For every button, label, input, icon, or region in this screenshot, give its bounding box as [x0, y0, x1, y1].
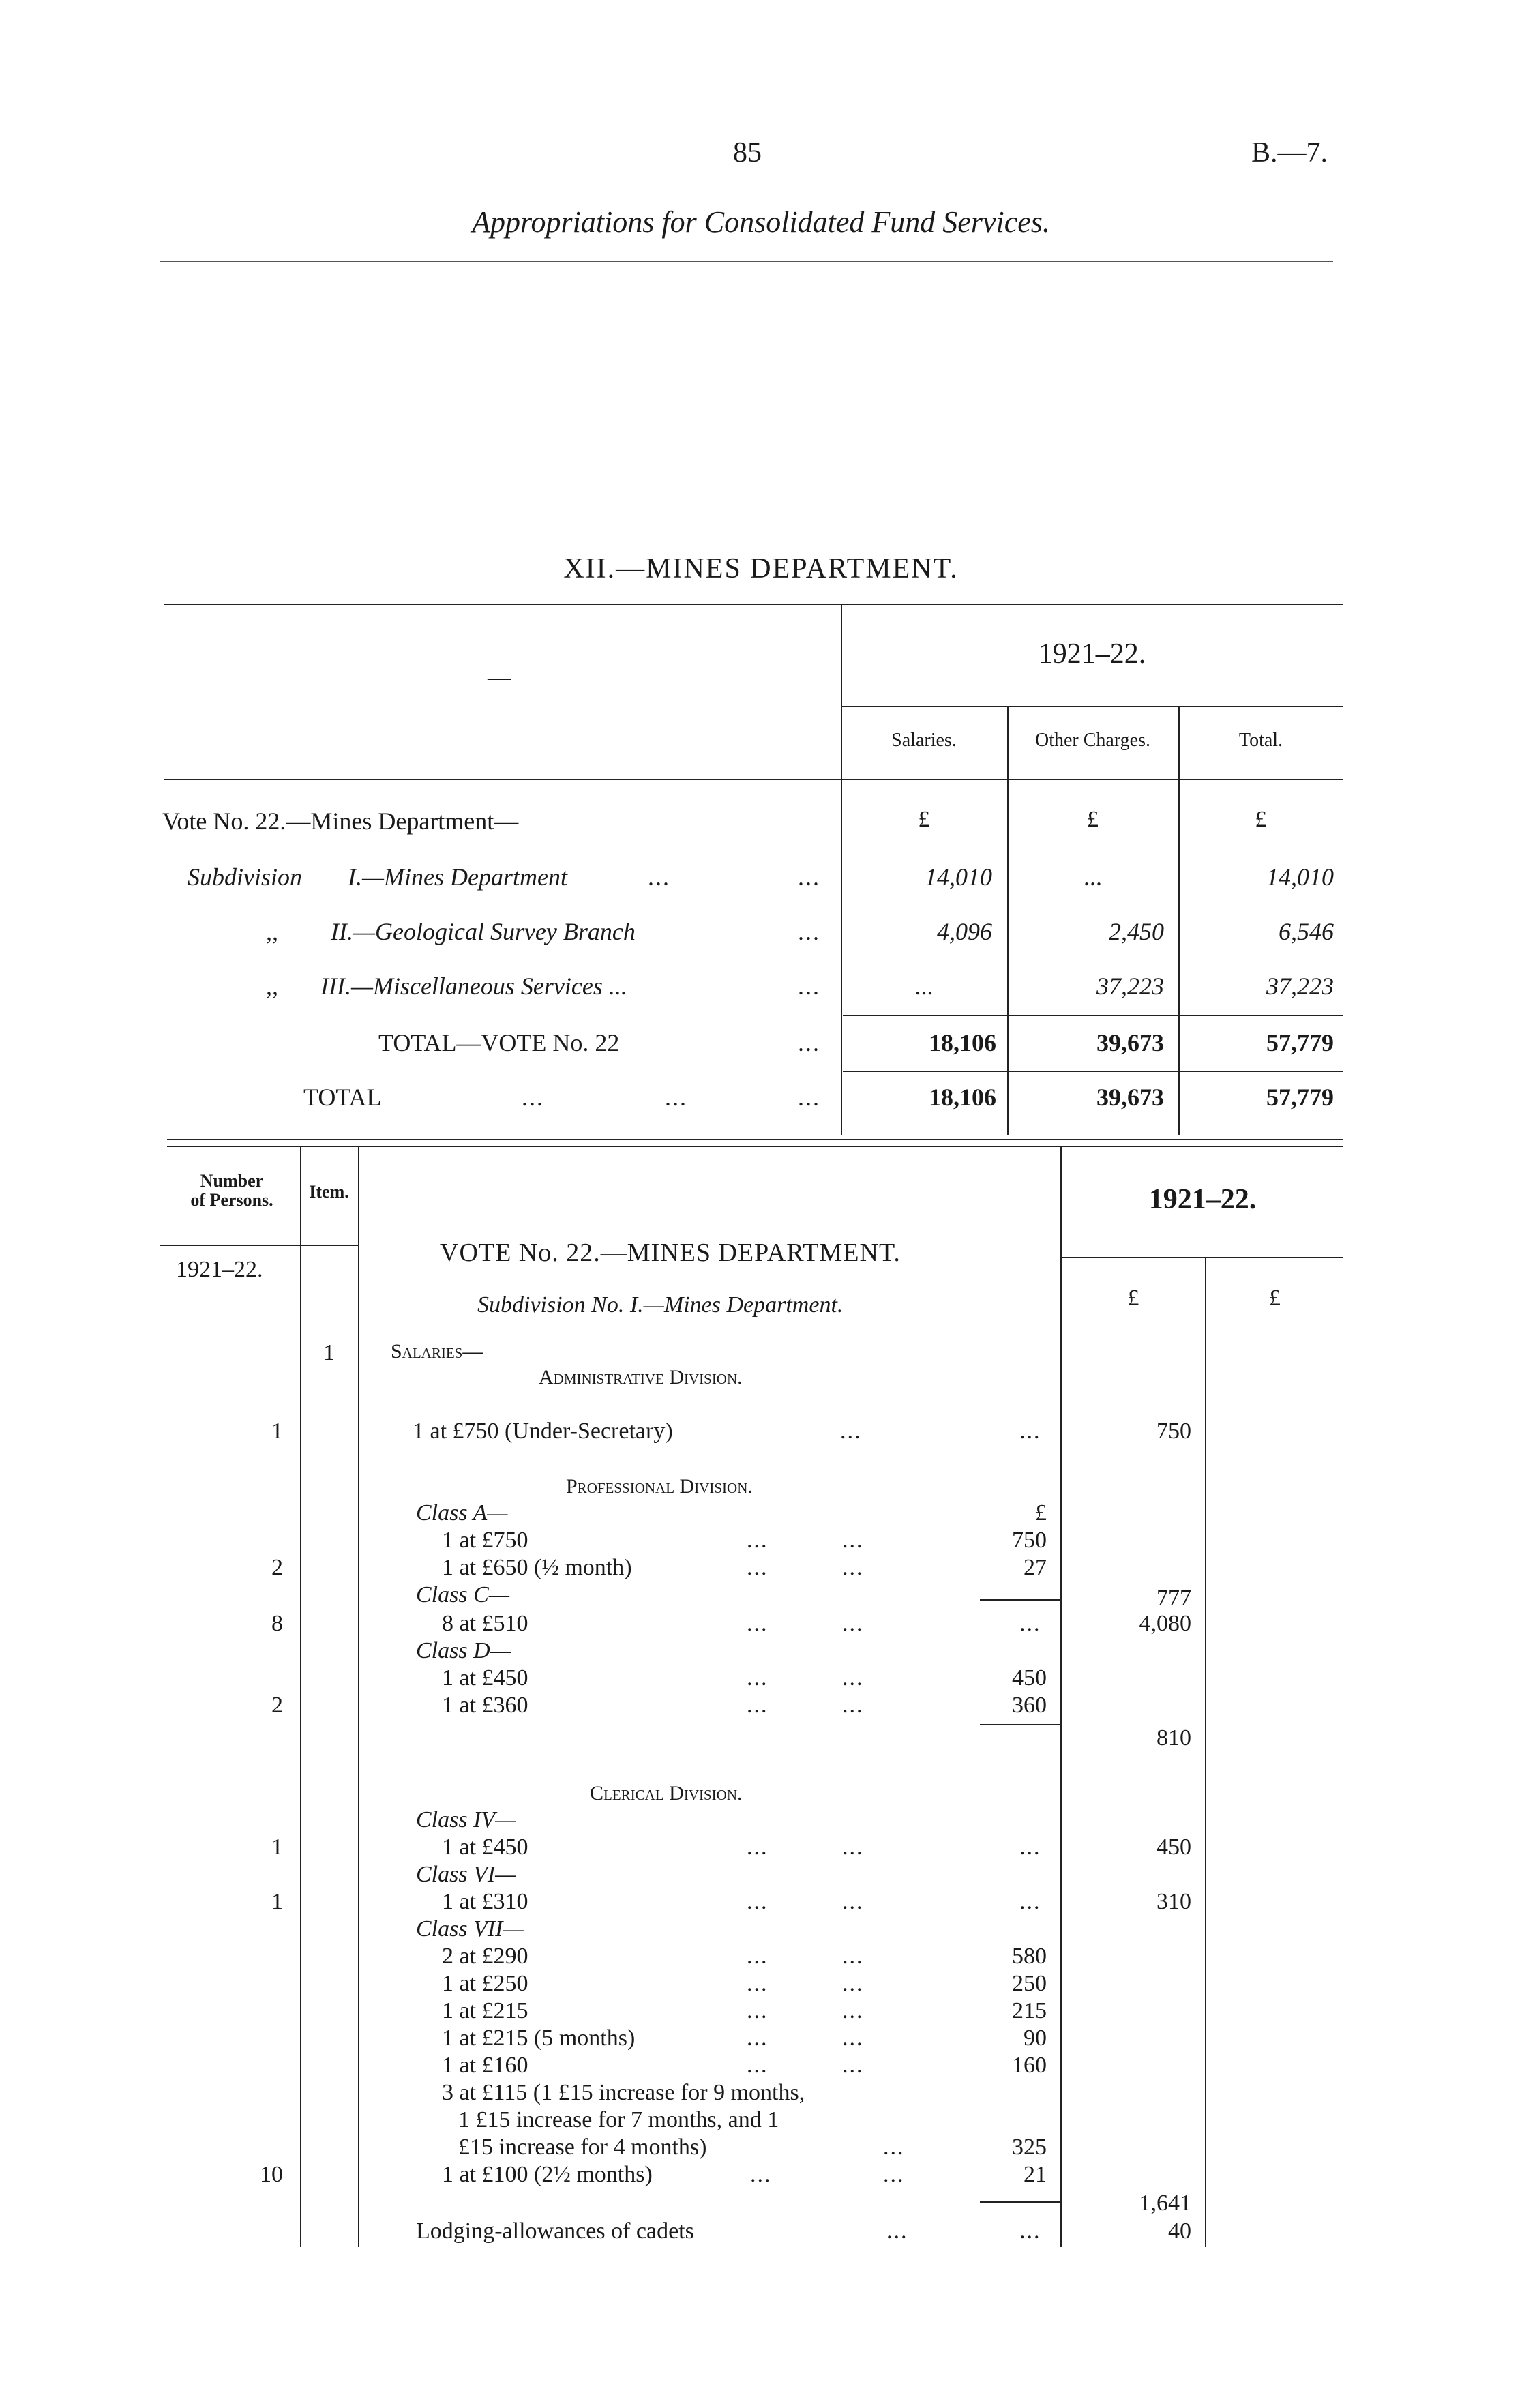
detail-top-rule-1 — [167, 1139, 1343, 1140]
detail-top-rule-2 — [167, 1146, 1343, 1147]
summary-row-total: 14,010 — [1266, 863, 1334, 891]
total-vote-total: 57,779 — [1266, 1029, 1334, 1056]
leader-dots: ... — [840, 1418, 862, 1444]
lodging-amount: 40 — [1168, 2218, 1191, 2244]
currency-amount: £ — [1127, 1285, 1139, 1311]
vii-line-3: 1 at £215 — [442, 1998, 528, 2023]
vii-line-5-amount: 160 — [1012, 2053, 1047, 2078]
total-vote-label: TOTAL—VOTE No. 22 — [378, 1029, 620, 1056]
leader-dots: ... — [842, 1555, 864, 1580]
leader-dots: ... — [842, 1998, 864, 2023]
summary-row-prefix: ,, — [266, 918, 278, 945]
vii-line-6-amount: 325 — [1012, 2135, 1047, 2160]
admin-amount: 750 — [1157, 1418, 1191, 1444]
leader-dots: ... — [665, 1084, 687, 1111]
leader-dots: ... — [747, 1528, 769, 1553]
total-label: TOTAL — [303, 1084, 382, 1111]
item-number: 1 — [323, 1340, 335, 1365]
leader-dots: ... — [648, 863, 670, 891]
vii-line-4: 1 at £215 (5 months) — [442, 2025, 636, 2051]
a-total: 777 — [1157, 1586, 1191, 1611]
clerical-division: Clerical Division. — [590, 1782, 743, 1804]
leader-dots: ... — [1019, 1834, 1041, 1860]
leader-dots: ... — [798, 972, 820, 1000]
summary-year-rule — [841, 706, 1343, 707]
leader-dots: ... — [842, 2053, 864, 2078]
leader-dots: ... — [842, 2025, 864, 2051]
c-line-1: 8 at £510 — [442, 1611, 528, 1636]
leader-dots: ... — [747, 1944, 769, 1969]
iv-line-1: 1 at £450 — [442, 1834, 528, 1860]
lodging-line: Lodging-allowances of cadets — [416, 2218, 694, 2244]
iv-total: 450 — [1157, 1834, 1191, 1860]
summary-row-label: III.—Miscellaneous Services ... — [320, 972, 627, 1000]
c-total: 4,080 — [1139, 1611, 1191, 1636]
leader-dots: ... — [798, 1084, 820, 1111]
leader-dots: ... — [842, 1971, 864, 1996]
leader-dots: ... — [747, 1665, 769, 1691]
d-line-1: 1 at £450 — [442, 1665, 528, 1691]
a-line-2: 1 at £650 (½ month) — [442, 1555, 632, 1580]
total-vote-salaries: 18,106 — [929, 1029, 996, 1056]
currency-salaries: £ — [918, 807, 930, 832]
vii-persons: 10 — [260, 2162, 283, 2187]
leader-dots: ... — [798, 1029, 820, 1056]
summary-row-prefix: ,, — [266, 972, 278, 1000]
class-vi: Class VI— — [416, 1862, 516, 1887]
a-line-2-amount: 27 — [1024, 1555, 1047, 1580]
class-vii: Class VII— — [416, 1916, 524, 1942]
vote-label: Vote No. 22.—Mines Department— — [162, 807, 519, 835]
d-line-1-amount: 450 — [1012, 1665, 1047, 1691]
vii-line-5: 1 at £160 — [442, 2053, 528, 2078]
total-salaries: 18,106 — [929, 1084, 996, 1111]
detail-col-divider-item — [358, 1146, 359, 2247]
summary-row-prefix: Subdivision — [188, 863, 302, 891]
d-total: 810 — [1157, 1725, 1191, 1751]
summary-row-other: 37,223 — [1096, 972, 1164, 1000]
summary-row-total: 37,223 — [1266, 972, 1334, 1000]
leader-dots: ... — [798, 863, 820, 891]
col-persons-line1: Number — [200, 1171, 264, 1191]
iv-persons: 1 — [271, 1834, 283, 1860]
a-line-1: 1 at £750 — [442, 1528, 528, 1553]
summary-row-salaries: 14,010 — [925, 863, 992, 891]
leader-dots: ... — [842, 1611, 864, 1636]
summary-subtotal-rule — [843, 1015, 1343, 1016]
col-salaries: Salaries. — [891, 730, 957, 751]
class-c: Class C— — [416, 1582, 509, 1607]
leader-dots: ... — [522, 1084, 544, 1111]
vii-line-7: 1 at £100 (2½ months) — [442, 2162, 653, 2187]
leader-dots: ... — [842, 1834, 864, 1860]
leader-dots: ... — [842, 1665, 864, 1691]
detail-col-divider-persons — [300, 1146, 301, 2247]
c-persons: 8 — [271, 1611, 283, 1636]
class-a: Class A— — [416, 1500, 508, 1526]
vii-line-2: 1 at £250 — [442, 1971, 528, 1996]
leader-dots: ... — [1019, 2218, 1041, 2244]
leader-dots: ... — [747, 1834, 769, 1860]
col-persons-line2: of Persons. — [190, 1190, 273, 1210]
leader-dots: ... — [842, 1889, 864, 1914]
leader-dots: ... — [1019, 1889, 1041, 1914]
vi-persons: 1 — [271, 1889, 283, 1914]
header-rule — [160, 261, 1333, 262]
section-title — [0, 552, 1522, 585]
vii-total: 1,641 — [1139, 2190, 1191, 2216]
col-total: Total. — [1238, 730, 1283, 751]
currency-total: £ — [1255, 807, 1267, 832]
vii-line-7-amount: 21 — [1024, 2162, 1047, 2187]
leader-dots: ... — [747, 1555, 769, 1580]
leader-dots: ... — [1019, 1611, 1041, 1636]
summary-dash: — — [488, 665, 511, 690]
d-line-2-amount: 360 — [1012, 1693, 1047, 1718]
detail-year-right: 1921–22. — [1148, 1184, 1257, 1215]
leader-dots: ... — [1019, 1418, 1041, 1444]
a-line-1-amount: 750 — [1012, 1528, 1047, 1553]
vii-line-1: 2 at £290 — [442, 1944, 528, 1969]
d-line-2: 1 at £360 — [442, 1693, 528, 1718]
class-iv: Class IV— — [416, 1807, 516, 1832]
leader-dots: ... — [747, 1611, 769, 1636]
currency-other: £ — [1087, 807, 1099, 832]
summary-total-rule — [843, 1071, 1343, 1072]
summary-row-salaries: ... — [914, 972, 934, 1000]
leader-dots: ... — [842, 1693, 864, 1718]
leader-dots: ... — [842, 1528, 864, 1553]
currency-total: £ — [1269, 1285, 1281, 1311]
vi-total: 310 — [1157, 1889, 1191, 1914]
admin-division: Administrative Division. — [539, 1366, 743, 1388]
page-number: 85 — [733, 137, 762, 168]
summary-top-rule — [164, 604, 1343, 605]
detail-col-divider-total — [1205, 1258, 1206, 2247]
leader-dots: ... — [750, 2162, 772, 2187]
detail-year-left: 1921–22. — [176, 1257, 263, 1282]
leader-dots: ... — [747, 1889, 769, 1914]
section-title-text: XII.—MINES DEPARTMENT. — [563, 553, 959, 584]
col-persons-heading — [164, 1172, 300, 1210]
a-sum-rule — [980, 1599, 1060, 1601]
item-head-rule — [301, 1245, 358, 1246]
leader-dots: ... — [798, 918, 820, 945]
total-other: 39,673 — [1096, 1084, 1164, 1111]
col-item-heading: Item. — [309, 1182, 349, 1202]
d-persons: 2 — [271, 1693, 283, 1718]
leader-dots: ... — [747, 2053, 769, 2078]
admin-line: 1 at £750 (Under-Secretary) — [413, 1418, 673, 1444]
vii-line-6a: 3 at £115 (1 £15 increase for 9 months, — [442, 2080, 805, 2105]
summary-year-heading — [841, 638, 1343, 670]
summary-row-other: ... — [1084, 863, 1102, 891]
total-total: 57,779 — [1266, 1084, 1334, 1111]
summary-year-text: 1921–22. — [1038, 638, 1146, 670]
summary-row-salaries: 4,096 — [937, 918, 992, 945]
salaries-label: Salaries— — [391, 1340, 483, 1363]
vote-title: VOTE No. 22.—MINES DEPARTMENT. — [440, 1238, 901, 1267]
summary-row-label: I.—Mines Department — [348, 863, 567, 891]
vii-line-2-amount: 250 — [1012, 1971, 1047, 1996]
amount-head-rule — [1062, 1257, 1343, 1258]
leader-dots: ... — [883, 2162, 905, 2187]
summary-head-rule — [164, 779, 1343, 780]
class-d: Class D— — [416, 1638, 511, 1663]
leader-dots: ... — [883, 2135, 905, 2160]
vii-line-1-amount: 580 — [1012, 1944, 1047, 1969]
vii-line-6c: £15 increase for 4 months) — [458, 2135, 707, 2160]
vii-sum-rule — [980, 2201, 1060, 2203]
vii-line-6b: 1 £15 increase for 7 months, and 1 — [458, 2107, 779, 2132]
leader-dots: ... — [747, 1998, 769, 2023]
total-vote-other: 39,673 — [1096, 1029, 1164, 1056]
vii-line-3-amount: 215 — [1012, 1998, 1047, 2023]
persons-head-rule — [160, 1245, 300, 1246]
summary-row-label: II.—Geological Survey Branch — [331, 918, 636, 945]
leader-dots: ... — [747, 1693, 769, 1718]
sub-currency: £ — [1035, 1500, 1047, 1526]
prof-division: Professional Division. — [566, 1475, 753, 1498]
summary-row-total: 6,546 — [1279, 918, 1334, 945]
a-persons: 2 — [271, 1555, 283, 1580]
vii-line-4-amount: 90 — [1024, 2025, 1047, 2051]
document-reference: B.—7. — [1251, 137, 1328, 168]
summary-row-other: 2,450 — [1109, 918, 1164, 945]
admin-persons: 1 — [271, 1418, 283, 1444]
d-sum-rule — [980, 1724, 1060, 1725]
leader-dots: ... — [886, 2218, 908, 2244]
running-title-text: Appropriations for Consolidated Fund Services. — [472, 205, 1050, 239]
leader-dots: ... — [747, 1971, 769, 1996]
col-other-charges: Other Charges. — [1035, 730, 1150, 751]
vi-line-1: 1 at £310 — [442, 1889, 528, 1914]
leader-dots: ... — [747, 2025, 769, 2051]
subdivision-title: Subdivision No. I.—Mines Department. — [477, 1292, 844, 1318]
leader-dots: ... — [842, 1944, 864, 1969]
running-title — [0, 205, 1522, 239]
